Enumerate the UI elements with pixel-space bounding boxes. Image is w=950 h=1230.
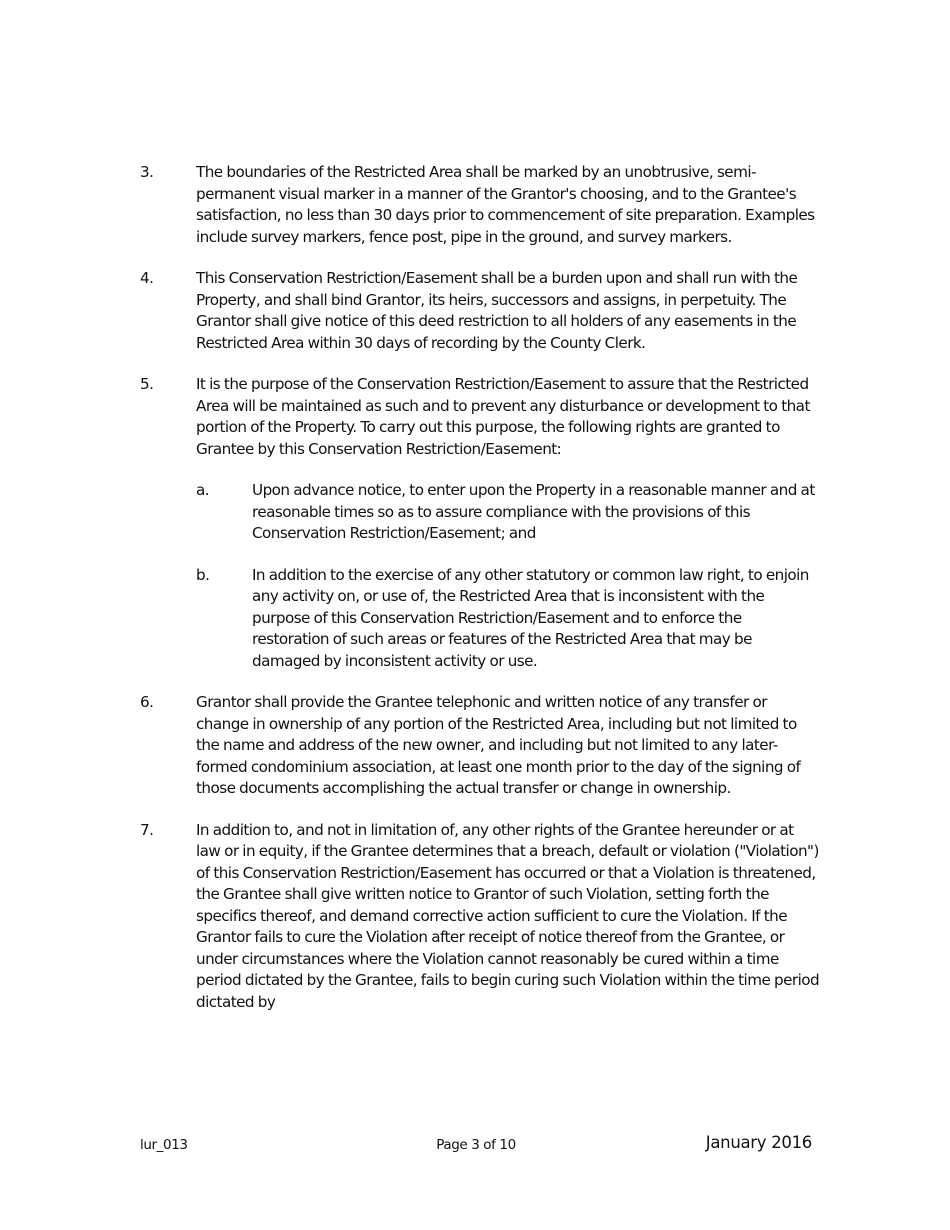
page-number: Page 3 of 10 [436, 1137, 516, 1153]
sub-paragraph-text: In addition to the exercise of any other statutory or common law right, to enjoin any activity on, or use of, the Restricted Area that is inconsistent with the purpose of this Conservation Restriction/Easement and to enforce the restoration of such areas or features of the Restricted Area that may be damaged by inconsistent activity or use. [252, 565, 809, 670]
document-date: January 2016 [705, 1133, 812, 1152]
numbered-paragraph-7 [140, 820, 820, 1014]
numbered-paragraph-4 [140, 268, 820, 354]
paragraph-number: 6. [140, 693, 154, 711]
paragraph-text: Grantor shall provide the Grantee telephonic and written notice of any transfer or change in ownership of any portion of the Restricted Area, including but not limited to the name and address of the new owner, and including but not limited to any later-formed condominium association, at least one month prior to the day of the signing of those documents accomplishing the actual transfer or change in ownership. [196, 693, 801, 797]
numbered-paragraph-6 [140, 692, 820, 800]
document-id: lur_013 [140, 1137, 188, 1153]
sub-paragraph-a [196, 480, 820, 545]
paragraph-number: 4. [140, 269, 154, 287]
paragraph-text: This Conservation Restriction/Easement shall be a burden upon and shall run with the Property, and shall bind Grantor, its heirs, successors and assigns, in perpetuity. The Grantor shall give notice of this deed restriction to all holders of any easements in the Restricted Area within 30 days of recording by the County Clerk. [196, 269, 798, 352]
document-body [140, 162, 820, 1033]
numbered-paragraph-5 [140, 374, 820, 672]
sub-paragraph-letter: b. [196, 565, 210, 584]
numbered-paragraph-3 [140, 162, 820, 248]
paragraph-text: It is the purpose of the Conservation Restriction/Easement to assure that the Restricted Area will be maintained as such and to prevent any disturbance or development to that portion of the Property. To carry out this purpose, the following rights are granted to Grantee by this Conservation Restriction/Easement: [196, 375, 810, 458]
paragraph-text: The boundaries of the Restricted Area shall be marked by an unobtrusive, semi-permanent visual marker in a manner of the Grantor's choosing, and to the Grantee's satisfaction, no less than 30 days prior to commencement of site preparation. Examples include survey markers, fence post, pipe in the ground, and survey markers. [196, 163, 815, 246]
paragraph-text: In addition to, and not in limitation of, any other rights of the Grantee hereunder or at law or in equity, if the Grantee determines that a breach, default or violation ("Violation") of this Conservation Restriction/Easement has occurred or that a Violation is threatened, the Grantee shall give written notice to Grantor of such Violation, setting forth the specifics thereof, and demand corrective action sufficient to cure the Violation. If the Grantor fails to cure the Violation after receipt of notice thereof from the Grantee, or under circumstances where the Violation cannot reasonably be cured within a time period dictated by the Grantee, fails to begin curing such Violation within the time period dictated by [196, 820, 820, 1011]
paragraph-number: 7. [140, 820, 154, 839]
page-footer [140, 1133, 812, 1159]
paragraph-number: 5. [140, 375, 154, 393]
paragraph-number: 3. [140, 163, 154, 181]
sub-paragraph-b [196, 565, 820, 673]
sub-paragraph-letter: a. [196, 481, 210, 499]
sub-paragraph-text: Upon advance notice, to enter upon the Property in a reasonable manner and at reasonable times so as to assure compliance with the provisions of this Conservation Restriction/Easement; and [252, 481, 815, 542]
